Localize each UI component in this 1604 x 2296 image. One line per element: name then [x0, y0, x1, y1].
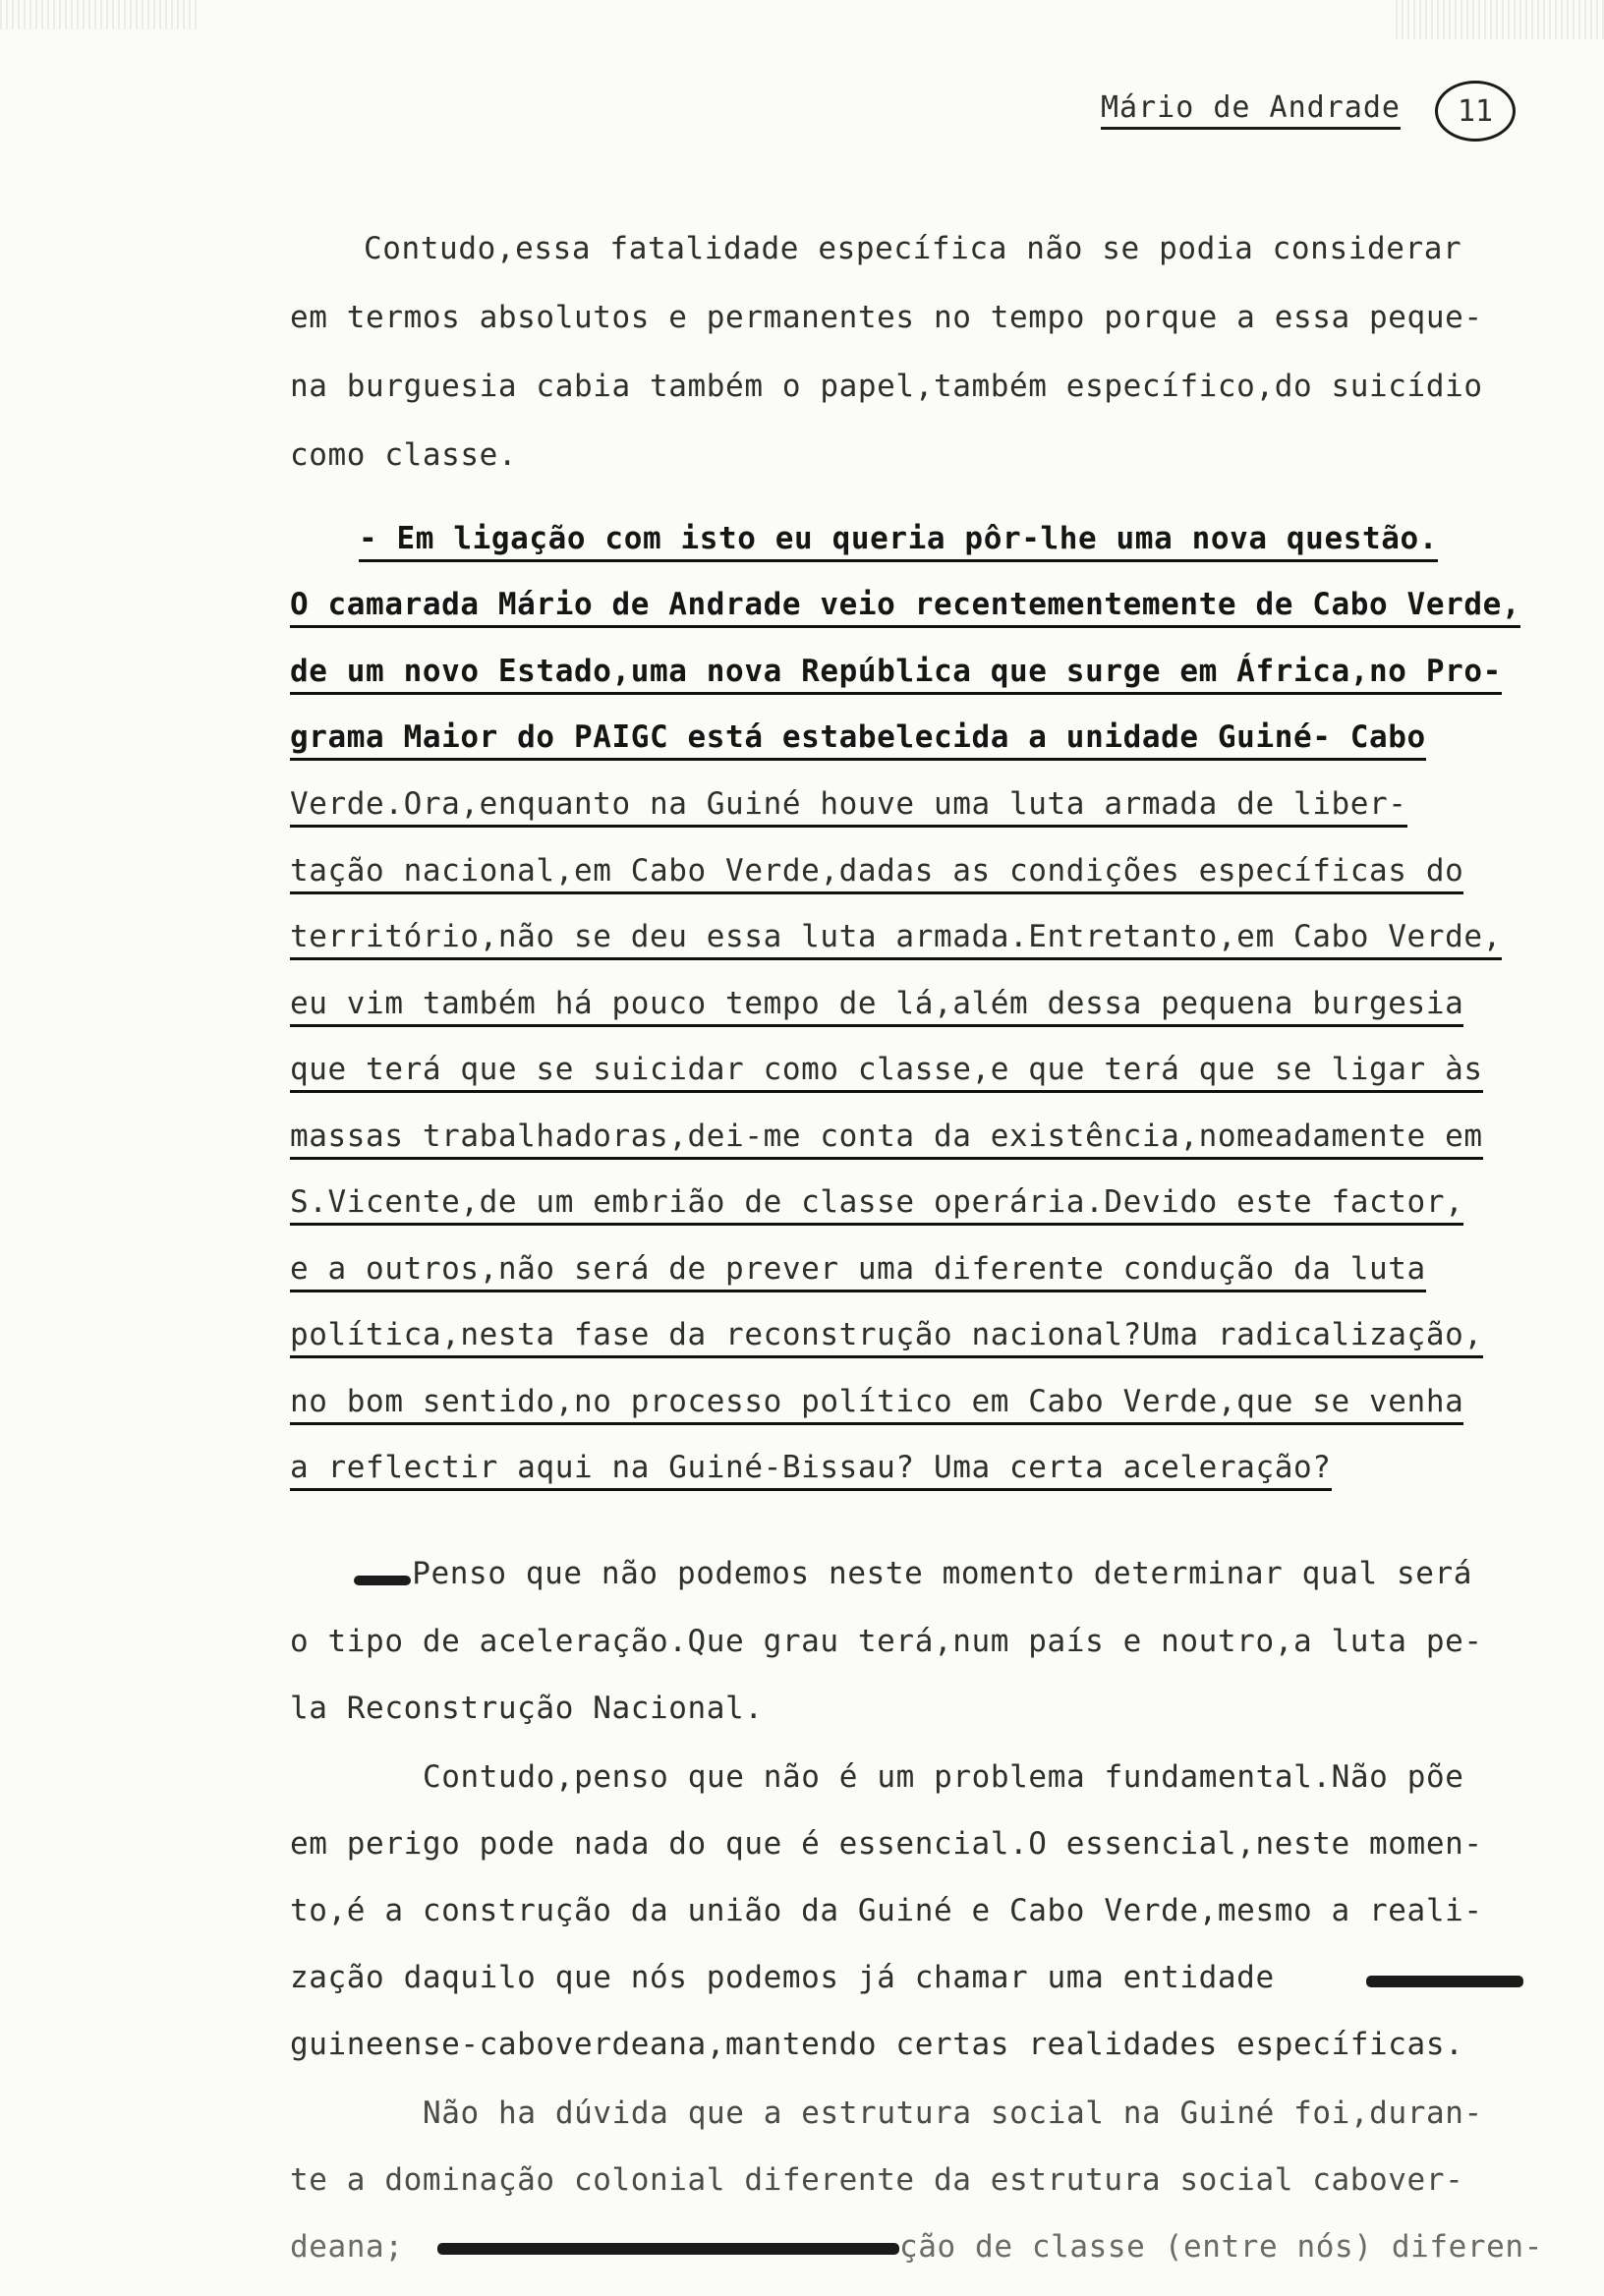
question-text: massas trabalhadoras,dei-me conta da existência,nomeadamente em	[290, 1119, 1483, 1160]
answer-line: guineense-caboverdeana,mantendo certas realidades específicas.	[290, 2027, 1464, 2062]
question-text: no bom sentido,no processo político em Cabo Verde,que se venha	[290, 1384, 1463, 1425]
question-line	[290, 1052, 1483, 1087]
question-line	[290, 1251, 1426, 1287]
answer-line: Contudo,penso que não é um problema fundamental.Não põe	[423, 1759, 1464, 1795]
question-text: e a outros,não será de prever uma diferente condução da luta	[290, 1251, 1426, 1292]
answer-line: la Reconstrução Nacional.	[290, 1691, 764, 1726]
answer-line: Penso que não podemos neste momento determinar qual será	[393, 1556, 1473, 1591]
question-line	[290, 719, 1426, 755]
answer-line: Não ha dúvida que a estrutura social na Guiné foi,duran-	[423, 2095, 1483, 2131]
question-text: Verde.Ora,enquanto na Guiné houve uma luta armada de liber-	[290, 786, 1407, 828]
page-number: 11	[1435, 81, 1516, 142]
question-line	[290, 853, 1463, 889]
question-text: eu vim também há pouco tempo de lá,além dessa pequena burgesia	[290, 986, 1463, 1027]
answer-line: te a dominação colonial diferente da estrutura social cabover-	[290, 2162, 1464, 2198]
question-text: território,não se deu essa luta armada.Entretanto,em Cabo Verde,	[290, 919, 1502, 960]
answer-line: o tipo de aceleração.Que grau terá,num país e noutro,a luta pe-	[290, 1624, 1483, 1659]
question-line	[290, 1184, 1463, 1220]
question-text: - Em ligação com isto eu queria pôr-lhe uma nova questão.	[359, 521, 1438, 562]
question-line	[290, 1317, 1483, 1352]
question-text: grama Maior do PAIGC está estabelecida a unidade Guiné- Cabo	[290, 719, 1426, 761]
answer-line: deana;	[290, 2229, 404, 2265]
question-text: tação nacional,em Cabo Verde,dadas as condições específicas do	[290, 853, 1463, 894]
scan-edge-noise	[0, 0, 197, 29]
question-line	[290, 1450, 1332, 1485]
text-line: Contudo,essa fatalidade específica não se podia considerar	[364, 231, 1462, 266]
author-header: Mário de Andrade	[1101, 90, 1401, 130]
question-line	[290, 919, 1502, 954]
text-line: na burguesia cabia também o papel,também específico,do suicídio	[290, 369, 1483, 404]
question-text: O camarada Mário de Andrade veio recentementemente de Cabo Verde,	[290, 587, 1520, 628]
text-line: como classe.	[290, 437, 518, 473]
answer-line: em perigo pode nada do que é essencial.O essencial,neste momen-	[290, 1826, 1483, 1862]
text-line: em termos absolutos e permanentes no tempo porque a essa peque-	[290, 300, 1483, 335]
question-text: de um novo Estado,uma nova República que surge em África,no Pro-	[290, 654, 1502, 695]
question-line	[290, 1384, 1463, 1419]
question-line	[290, 786, 1407, 822]
answer-line: zação daquilo que nós podemos já chamar uma entidade	[290, 1960, 1275, 1995]
handwritten-scribble	[1366, 1976, 1523, 1987]
handwritten-scribble	[437, 2243, 899, 2255]
question-line	[290, 587, 1520, 622]
question-text: a reflectir aqui na Guiné-Bissau? Uma certa aceleração?	[290, 1450, 1332, 1491]
answer-line: to,é a construção da união da Guiné e Cabo Verde,mesmo a reali-	[290, 1893, 1483, 1928]
question-text: política,nesta fase da reconstrução nacional?Uma radicalização,	[290, 1317, 1483, 1358]
question-line	[290, 1119, 1483, 1154]
question-text: S.Vicente,de um embrião de classe operária.Devido este factor,	[290, 1184, 1463, 1226]
question-line	[290, 654, 1502, 689]
question-text: que terá que se suicidar como classe,e que terá que se ligar às	[290, 1052, 1483, 1093]
scan-edge-noise	[1396, 0, 1604, 39]
question-line	[359, 521, 1438, 556]
answer-line: ção de classe (entre nós) diferen-	[899, 2229, 1543, 2265]
question-line	[290, 986, 1463, 1021]
